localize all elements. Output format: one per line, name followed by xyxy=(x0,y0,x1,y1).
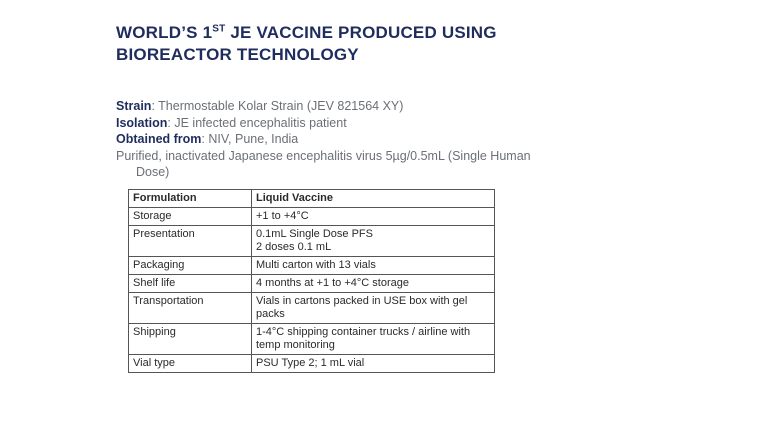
obtained-value: : NIV, Pune, India xyxy=(201,132,299,146)
row-value-line: 4 months at +1 to +4°C storage xyxy=(256,277,409,289)
table-row xyxy=(129,324,495,355)
strain-value: : Thermostable Kolar Strain (JEV 821564 XY) xyxy=(151,99,404,113)
strain-line xyxy=(116,98,546,115)
row-value-line: temp monitoring xyxy=(256,339,335,351)
title-line-1 xyxy=(116,22,736,44)
table-row xyxy=(129,257,495,275)
obtained-line xyxy=(116,131,546,148)
header-formulation: Formulation xyxy=(129,190,252,208)
purified-line xyxy=(116,148,546,181)
obtained-label: Obtained from xyxy=(116,132,202,146)
row-value xyxy=(252,355,495,373)
row-value xyxy=(252,293,495,324)
purified-text-1: Purified, inactivated Japanese encephalitis virus 5µg/0.5mL (Single Human xyxy=(116,148,531,163)
row-value-line: Vials in cartons packed in USE box with gel xyxy=(256,295,468,307)
row-value xyxy=(252,208,495,226)
row-value-line: Multi carton with 13 vials xyxy=(256,259,376,271)
row-value-line: +1 to +4°C xyxy=(256,210,309,222)
row-label: Presentation xyxy=(129,226,252,257)
table-row xyxy=(129,293,495,324)
row-label: Storage xyxy=(129,208,252,226)
row-label: Shipping xyxy=(129,324,252,355)
row-value-line: 0.1mL Single Dose PFS xyxy=(256,228,373,240)
row-label: Vial type xyxy=(129,355,252,373)
title-text-pre: WORLD’S 1 xyxy=(116,23,213,42)
header-liquid-vaccine: Liquid Vaccine xyxy=(252,190,495,208)
title-superscript: ST xyxy=(212,23,226,35)
row-value-line: packs xyxy=(256,308,285,320)
vaccine-info xyxy=(116,98,546,181)
strain-label: Strain xyxy=(116,99,152,113)
row-value xyxy=(252,257,495,275)
isolation-line xyxy=(116,115,546,132)
purified-text-2: Dose) xyxy=(136,165,170,179)
row-value xyxy=(252,226,495,257)
table-row xyxy=(129,275,495,293)
row-value-line: PSU Type 2; 1 mL vial xyxy=(256,357,365,369)
row-value-line: 2 doses 0.1 mL xyxy=(256,241,332,253)
row-value xyxy=(252,324,495,355)
isolation-label: Isolation xyxy=(116,115,168,130)
row-value-line: 1-4°C shipping container trucks / airline with xyxy=(256,326,471,338)
table-header-row xyxy=(129,190,495,208)
slide-title xyxy=(116,22,736,66)
title-line-2: BIOREACTOR TECHNOLOGY xyxy=(116,45,359,64)
table-row xyxy=(129,208,495,226)
row-label: Transportation xyxy=(129,293,252,324)
title-text-post: JE VACCINE PRODUCED USING xyxy=(225,23,497,42)
table-row xyxy=(129,355,495,373)
table-row xyxy=(129,226,495,257)
row-value xyxy=(252,275,495,293)
row-label: Packaging xyxy=(129,257,252,275)
row-label: Shelf life xyxy=(129,275,252,293)
formulation-table xyxy=(128,189,495,373)
isolation-value: : JE infected encephalitis patient xyxy=(167,115,347,130)
